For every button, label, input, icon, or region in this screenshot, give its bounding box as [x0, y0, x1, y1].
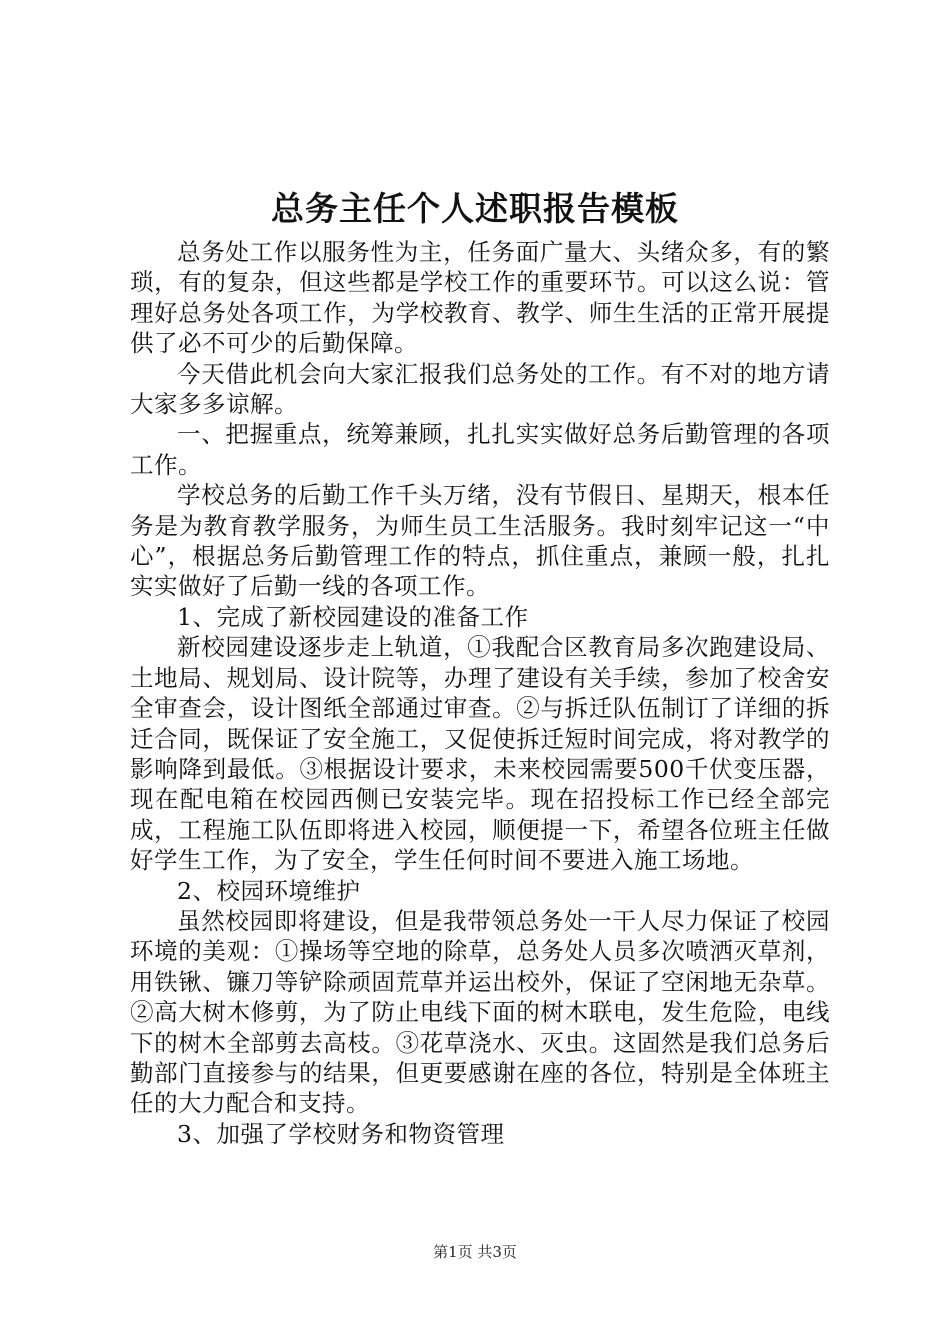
subsection-heading: 3、加强了学校财务和物资管理	[177, 1119, 505, 1148]
document-title: 总务主任个人述职报告模板	[271, 189, 679, 228]
subsection-heading: 1、完成了新校园建设的准备工作	[177, 602, 529, 631]
paragraph: 新校园建设逐步走上轨道，①我配合区教育局多次跑建设局、土地局、规划局、设计院等，办理了建设有关手续，参加了校舍安全审查会，设计图纸全部通过审查。②与拆迁队伍制订了详细的拆迁合同，既保证了安全施工，又促使拆迁短时间完成，将对教学的影响降到最低。③根据设计要求，未来校园需要500千伏变压器，现在配电箱在校园西侧已安装完毕。现在招投标工作已经全部完成，工程施工队伍即将进入校园，顺便提一下，希望各位班主任做好学生工作，为了安全，学生任何时间不要进入施工场地。	[130, 633, 830, 875]
document-body	[130, 237, 830, 1149]
paragraph: 虽然校园即将建设，但是我带领总务处一干人尽力保证了校园环境的美观：①操场等空地的除草，总务处人员多次喷洒灭草剂，用铁锹、镰刀等铲除顽固荒草并运出校外，保证了空闲地无杂草。②高大树木修剪，为了防止电线下面的树木联电，发生危险，电线下的树木全部剪去高枝。③花草浇水、灭虫。这固然是我们总务后勤部门直接参与的结果，但更要感谢在座的各位，特别是全体班主任的大力配合和支持。	[130, 906, 830, 1118]
page-footer: 第1页 共3页	[433, 1243, 517, 1261]
subsection-heading: 2、校园环境维护	[177, 876, 361, 905]
paragraph: 学校总务的后勤工作千头万绪，没有节假日、星期天，根本任务是为教育教学服务，为师生员工生活服务。我时刻牢记这一“中心”，根据总务后勤管理工作的特点，抓住重点，兼顾一般，扎扎实实做好了后勤一线的各项工作。	[130, 481, 830, 601]
section-heading: 一、把握重点，统筹兼顾，扎扎实实做好总务后勤管理的各项工作。	[130, 420, 830, 479]
paragraph: 总务处工作以服务性为主，任务面广量大、头绪众多，有的繁琐，有的复杂，但这些都是学校工作的重要环节。可以这么说：管理好总务处各项工作，为学校教育、教学、师生生活的正常开展提供了必不可少的后勤保障。	[130, 238, 830, 358]
paragraph: 今天借此机会向大家汇报我们总务处的工作。有不对的地方请大家多多谅解。	[130, 359, 830, 419]
